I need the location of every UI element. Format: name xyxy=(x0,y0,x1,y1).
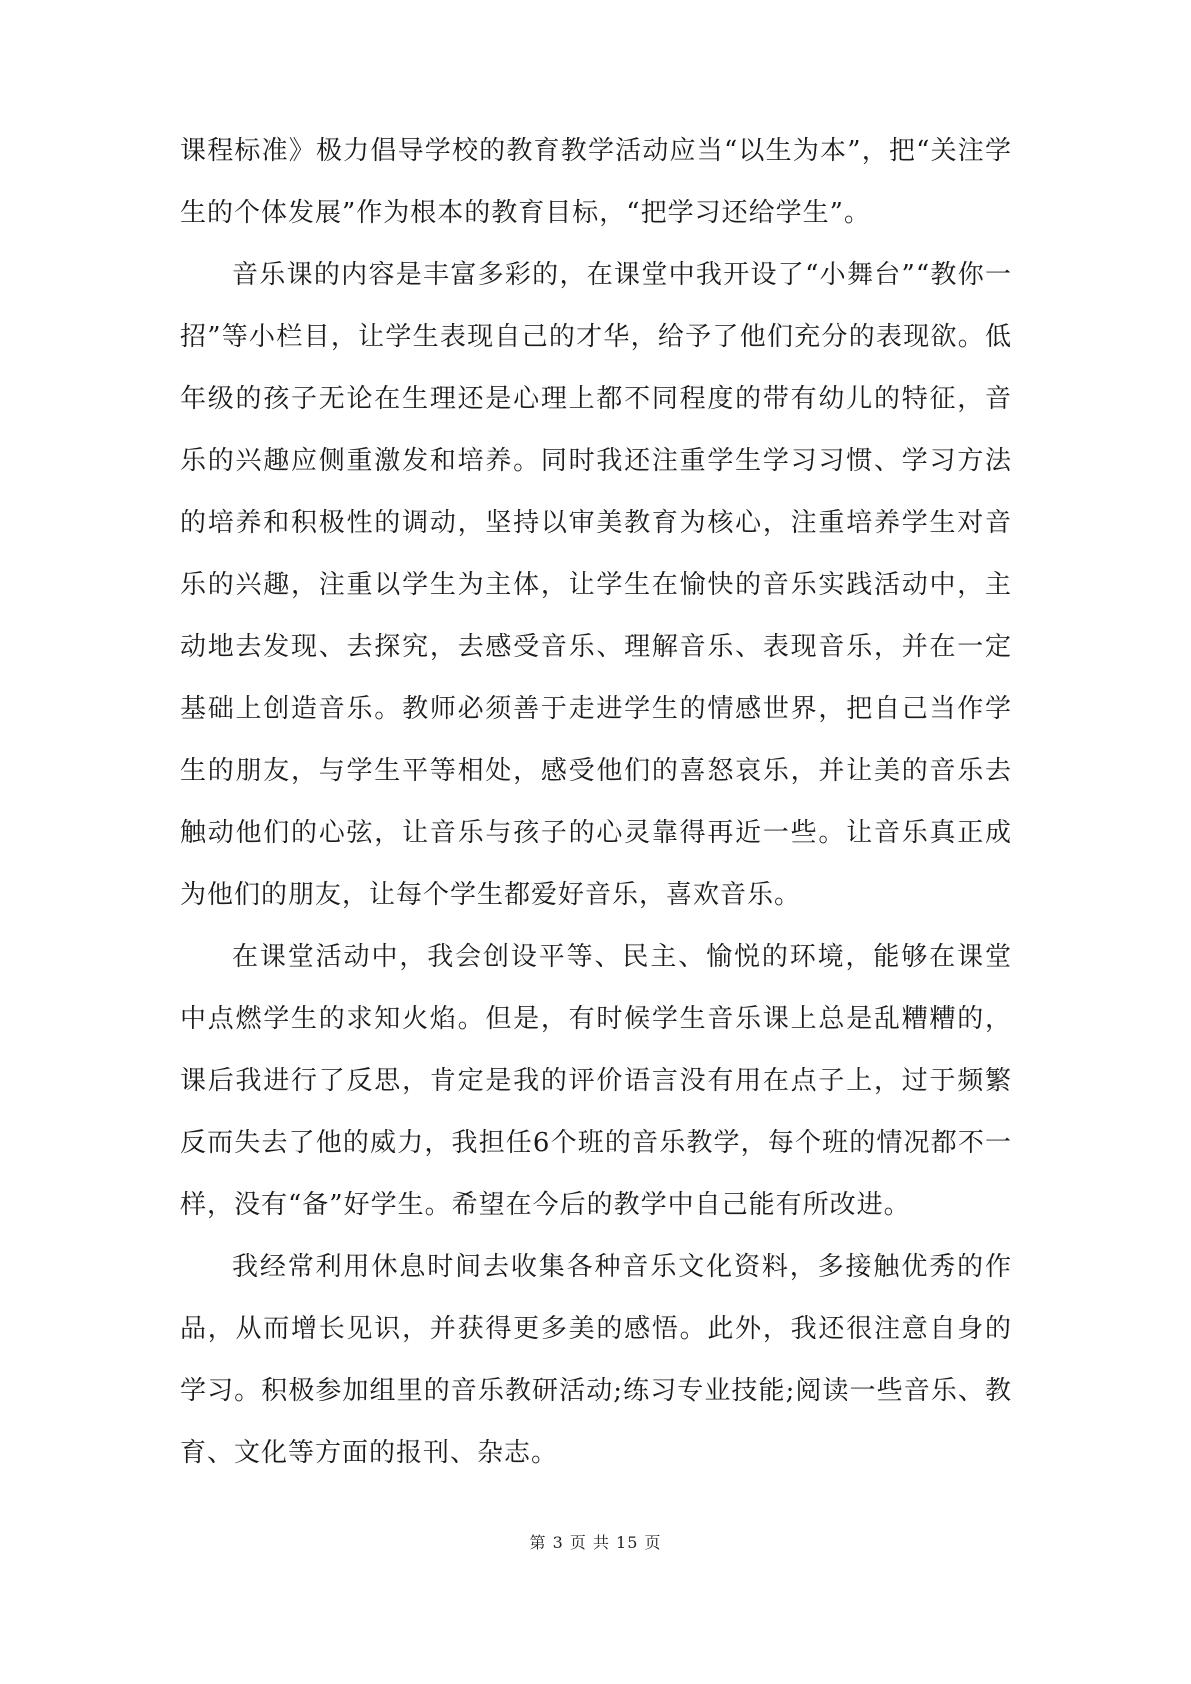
document-body xyxy=(180,120,1012,1484)
paragraph-4: 我经常利用休息时间去收集各种音乐文化资料，多接触优秀的作品，从而增长见识，并获得更多美的感悟。此外，我还很注意自身的学习。积极参加组里的音乐教研活动;练习专业技能;阅读一些音乐、教育、文化等方面的报刊、杂志。 xyxy=(180,1252,1012,1468)
paragraph-1: 课程标准》极力倡导学校的教育教学活动应当“以生为本”，把“关注学生的个体发展”作为根本的教育目标，“把学习还给学生”。 xyxy=(180,136,1012,228)
paragraph-2: 音乐课的内容是丰富多彩的，在课堂中我开设了“小舞台”“教你一招”等小栏目，让学生表现自己的才华，给予了他们充分的表现欲。低年级的孩子无论在生理还是心理上都不同程度的带有幼儿的特征，音乐的兴趣应侧重激发和培养。同时我还注重学生学习习惯、学习方法的培养和积极性的调动，坚持以审美教育为核心，注重培养学生对音乐的兴趣，注重以学生为主体，让学生在愉快的音乐实践活动中，主动地去发现、去探究，去感受音乐、理解音乐、表现音乐，并在一定基础上创造音乐。教师必须善于走进学生的情感世界，把自己当作学生的朋友，与学生平等相处，感受他们的喜怒哀乐，并让美的音乐去触动他们的心弦，让音乐与孩子的心灵靠得再近一些。让音乐真正成为他们的朋友，让每个学生都爱好音乐，喜欢音乐。 xyxy=(180,260,1012,910)
page-number-footer: 第 3 页 共 15 页 xyxy=(529,1533,662,1552)
paragraph-3: 在课堂活动中，我会创设平等、民主、愉悦的环境，能够在课堂中点燃学生的求知火焰。但是，有时候学生音乐课上总是乱糟糟的，课后我进行了反思，肯定是我的评价语言没有用在点子上，过于频繁反而失去了他的威力，我担任6个班的音乐教学，每个班的情况都不一样，没有“备”好学生。希望在今后的教学中自己能有所改进。 xyxy=(180,942,1012,1220)
